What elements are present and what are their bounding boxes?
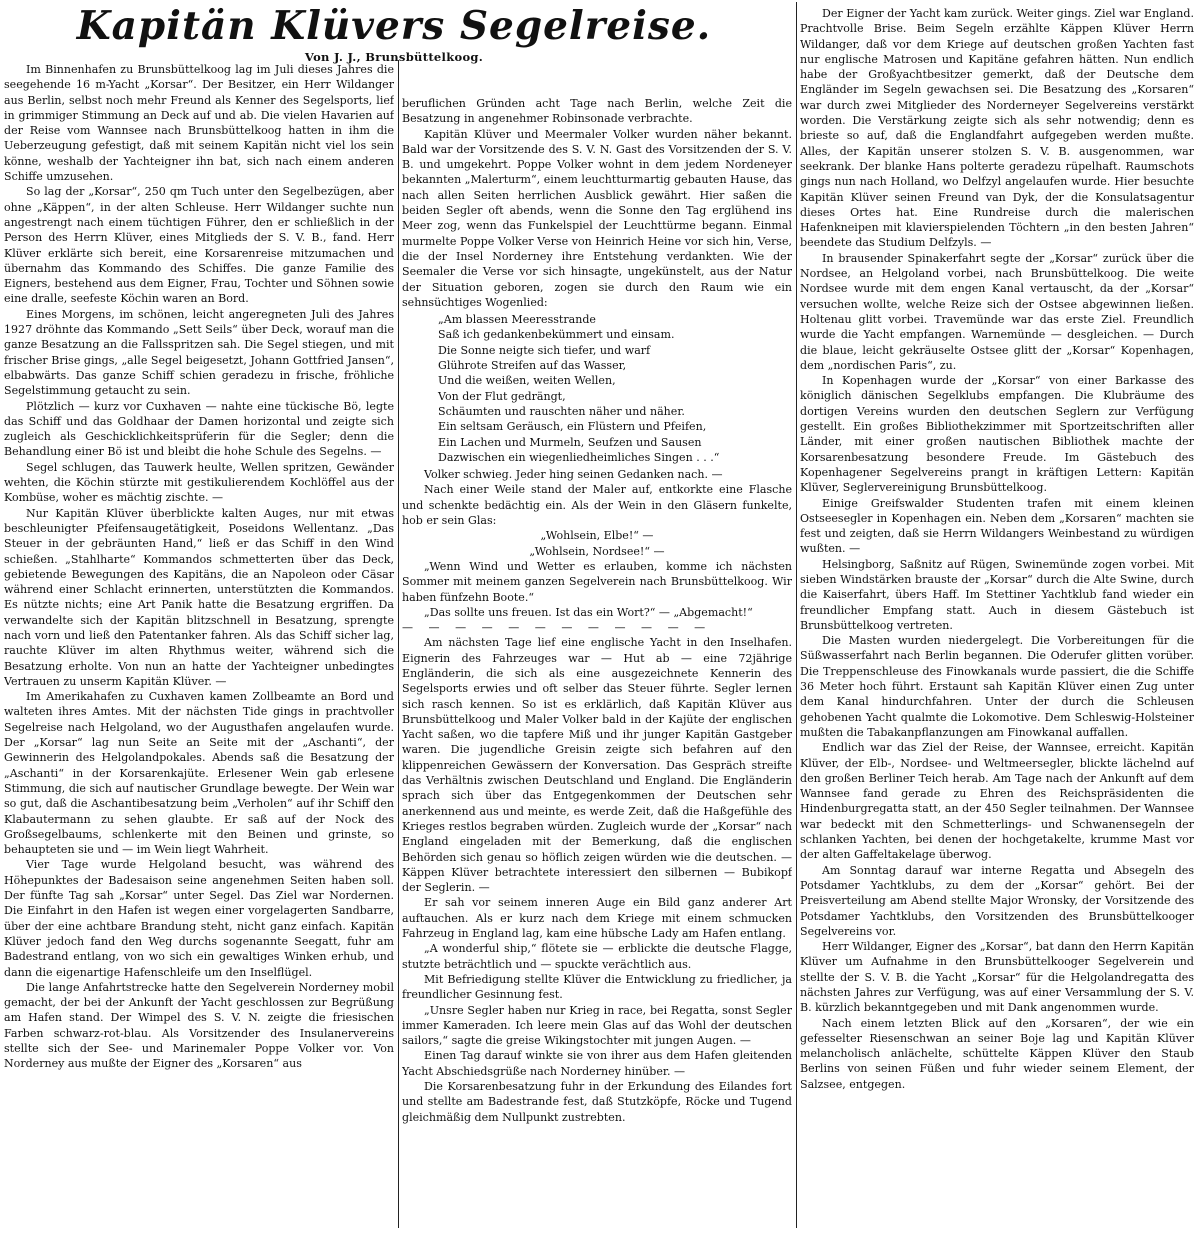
paragraph: „Unsre Segler haben nur Krieg in race, bei Regatta, sonst Segler immer Kameraden. Ich leere mein Glas auf das Wohl der deutschen sailors,“ sagte die greise Wikingstochter mit jungen Augen. — [402, 1003, 792, 1048]
paragraph: „Das sollte uns freuen. Ist das ein Wort?“ — „Abgemacht!“ [424, 605, 753, 619]
paragraph: Nur Kapitän Klüver überblickte kalten Auges, nur mit etwas beschleunigter Pfeifensaugetätigkeit, Poseidons Wellentanz. „Das Steuer in der gebräunten Hand,“ ließ er das Schiff in den Wind schießen. „Stahlharte“ Kommandos schmetterten über das Deck, gebietende Bewegungen des Kapitäns, die an Napoleon oder Cäsar während einer Schlacht erinnerten, unterstützten die Kommandos. Es nützte nichts; eine Art Panik hatte die Besatzung ergriffen. Da verwandelte sich der Kapitän blitzschnell in Besatzung, sprengte nach vorn und ließ den Patentanker fahren. Als das Schiff sicher lag, rauchte Klüver im alten Rhythmus weiter, während sich die Besatzung erholte. Von nun an hatte der Yachteigner unbedingtes Vertrauen zu unserm Kapitän Klüver. — [4, 506, 394, 688]
poem-line: Von der Flut gedrängt, [438, 389, 566, 403]
poem-line: Ein seltsam Geräusch, ein Flüstern und Pfeifen, [438, 420, 707, 434]
section-dash-separator: — — — — — — — — — — — — [402, 621, 712, 635]
poem [438, 312, 792, 465]
column-divider [398, 60, 399, 1228]
paragraph: In brausender Spinakerfahrt segte der „Korsar“ zurück über die Nordsee, an Helgoland vorbei, nach Brunsbüttelkoog. Die weite Nordsee wurde mit dem engen Kanal vertauscht, da der „Korsar“ versuchen wollte, welche Reize sich der Ostsee abgewinnen ließen. Holtenau glitt vorbei. Travemünde war das erste Ziel. Freundlich wurde die Yacht empfangen. Warnemünde — desgleichen. — Durch die blaue, leicht gekräuselte Ostsee glitt der „Korsar“ Kopenhagen, dem „nordischen Paris“, zu. [800, 251, 1194, 372]
poem-line: Dazwischen ein wiegenliedheimliches Singen . . .“ [438, 450, 720, 464]
paragraph: Nach einer Weile stand der Maler auf, entkorkte eine Flasche und schenkte bedächtig ein. Als der Wein in den Gläsern funkelte, hob er sein Glas: [402, 483, 792, 528]
paragraph: In Kopenhagen wurde der „Korsar“ von einer Barkasse des königlich dänischen Segelklubs empfangen. Die Klubräume des dortigen Vereins wurden den deutschen Seglern zur Verfügung gestellt. Ein großes Bibliothekzimmer mit Sportzeitschriften aller Länder, mit einer großen nautischen Bibliothek machte der Korsarenbesatzung besondere Freude. Im Gästebuch des Kopenhagener Segelvereins prangt in kräftigen Lettern: Kapitän Klüver, Seglervereinigung Brunsbüttelkoog. [800, 374, 1194, 495]
poem-line: Saß ich gedankenbekümmert und einsam. [438, 328, 675, 342]
paragraph: Die Masten wurden niedergelegt. Die Vorbereitungen für die Süßwasserfahrt nach Berlin begannen. Die Oderufer glitten vorüber. Die Treppenschleuse des Finowkanals wurde passiert, die die Schiffe 36 Meter hoch führt. Erstaunt sah Kapitän Klüver einen Zug unter dem Kanal hindurchfahren. Unter der durch die Schleusen gehobenen Yacht qualmte die Lokomotive. Dem Schleswig-Holsteiner mußten die Tabakanpflanzungen am Finowkanal auffallen. [800, 634, 1194, 739]
paragraph: Vier Tage wurde Helgoland besucht, was während des Höhepunktes der Badesaison seine angenehmen Seiten haben soll. Der fünfte Tag sah „Korsar“ unter Segel. Das Ziel war Nordernen. Die Einfahrt in den Hafen ist wegen einer vorgelagerten Sandbarre, über der eine achtbare Brandung steht, nicht ganz einfach. Kapitän Klüver jedoch fand den Weg durchs sogenannte Seegatt, fuhr am Badestrand entlang, von wo sich ein gewaltiges Winken erhub, und dann die eigenartige Hafenschleife um den Inselflügel. [4, 858, 394, 979]
paragraph: Nach einem letzten Blick auf den „Korsaren“, der wie ein gefesselter Riesenschwan an seiner Boje lag und Kapitän Klüver melancholisch anlächelte, schüttelte Käppen Klüver den Staub Berlins von seinen Füßen und fuhr wieder seinem Element, der Salzsee, entgegen. [800, 1016, 1194, 1091]
poem-line: Glührote Streifen auf das Wasser, [438, 359, 627, 373]
poem-line: Und die weißen, weiten Wellen, [438, 374, 616, 388]
paragraph: „A wonderful ship,“ flötete sie — erblickte die deutsche Flagge, stutzte beträchtlich und — spuckte verächtlich aus. [402, 942, 792, 971]
paragraph: Segel schlugen, das Tauwerk heulte, Wellen spritzen, Gewänder wehten, die Köchin stürzte mit gestikulierendem Kochlöffel aus der Kombüse, woher es mächtig zischte. — [4, 460, 394, 505]
paragraph: Im Binnenhafen zu Brunsbüttelkoog lag im Juli dieses Jahres die seegehende 16 m-Yacht „Korsar“. Der Besitzer, ein Herr Wildanger aus Berlin, selbst noch mehr Freund als Kenner des Segelsports, lief in grimmiger Stimmung an Deck auf und ab. Die vielen Havarien auf der Reise vom Wannsee nach Brunsbüttelkoog hatten in ihm die Ueberzeugung gefestigt, daß mit seinem Kapitän nicht viel los sein könne, weshalb der Yachteigner ihn bat, sich nach einem anderen Schiffe umzusehen. [4, 63, 394, 184]
text-column-2 [402, 96, 792, 1228]
paragraph: Helsingborg, Saßnitz auf Rügen, Swinemünde zogen vorbei. Mit sieben Windstärken brauste der „Korsar“ durch die Alte Swine, durch die Kaiserfahrt, übers Haff. Im Stettiner Yachtklub fand wieder ein freundlicher Empfang statt. Auch in diesem Gästebuch ist Brunsbüttelkoog vertreten. [800, 557, 1194, 632]
paragraph: Am Sonntag darauf war interne Regatta und Absegeln des Potsdamer Yachtklubs, zu dem der „Korsar“ gehört. Bei der Preisverteilung am Abend stellte Major Wronsky, der Vorsitzende des Potsdamer Yachtklubs, den Vorsitzenden des Brunsbüttelkooger Segelvereins vor. [800, 863, 1194, 938]
column-divider [796, 2, 797, 1228]
paragraph: beruflichen Gründen acht Tage nach Berlin, welche Zeit die Besatzung in angenehmer Robinsonade verbrachte. [402, 97, 792, 126]
paragraph: Einen Tag darauf winkte sie von ihrer aus dem Hafen gleitenden Yacht Abschiedsgrüße nach Norderney hinüber. — [402, 1049, 792, 1078]
paragraph: Die lange Anfahrtstrecke hatte den Segelverein Norderney mobil gemacht, der bei der Ankunft der Yacht geschlossen zur Begrüßung am Hafen stand. Der Wimpel des S. V. N. zeigte die friesischen Farben schwarz-rot-blau. Als Vorsitzender des Insulanervereins stellte sich der See- und Marinemaler Poppe Volker vor. Von Norderney aus mußte der Eigner des „Korsaren“ aus [4, 980, 394, 1071]
poem-line: Schäumten und rauschten näher und näher. [438, 404, 685, 418]
paragraph: Der Eigner der Yacht kam zurück. Weiter gings. Ziel war England. Prachtvolle Brise. Beim Segeln erzählte Käppen Klüver Herrn Wildanger, daß vor dem Kriege auf deutschen großen Yachten fast nur englische Matrosen und Kapitäne gefahren hätten. Nun endlich habe der Großyachtbesitzer gemerkt, daß der Deutsche dem Engländer im Segeln gewachsen sei. Die Besatzung des „Korsaren“ war durch zwei Mitglieder des Norderneyer Segelvereins verstärkt worden. Die Verstärkung zeigte sich als sehr notwendig; denn es brieste so auf, daß die Englandfahrt aufgegeben werden mußte. Alles, der Kapitän unserer stolzen S. V. B. ausgenommen, war seekrank. Der blanke Hans polterte geradezu rüpelhaft. Raumschots gings nun nach Holland, wo Delfzyl angelaufen wurde. Hier besuchte Kapitän Klüver seinen Freund van Dyk, der die Konsulatsagentur dieses Ortes hat. Eine Rundreise durch die malerischen Hafenkneipen mit klavierspielenden Töchtern „in den besten Jahren“ beendete das Studium Delfzyls. — [800, 7, 1194, 250]
text-column-1 [4, 62, 394, 1228]
article-header [4, 0, 784, 64]
paragraph: So lag der „Korsar“, 250 qm Tuch unter den Segelbezügen, aber ohne „Käppen“, in der alten Schleuse. Herr Wildanger suchte nun angestrengt nach einem tüchtigen Führer, den er schließlich in der Person des Herrn Klüver, eines Mitglieds der S. V. B., fand. Herr Klüver erklärte sich bereit, eine Korsarenreise mitzumachen und übernahm das Kommando des Schiffes. Die ganze Familie des Eigners, bestehend aus dem Eigner, Frau, Tochter und Söhnen sowie eine dralle, seefeste Köchin waren an Bord. [4, 185, 394, 306]
paragraph: Die Korsarenbesatzung fuhr in der Erkundung des Eilandes fort und stellte am Badestrande fest, daß Stutzköpfe, Röcke und Tugend gleichmäßig dem Nullpunkt zustrebten. [402, 1080, 792, 1124]
paragraph: Plötzlich — kurz vor Cuxhaven — nahte eine tückische Bö, legte das Schiff und das Goldhaar der Damen horizontal und zeigte sich zugleich als Geschicklichkeitsprüferin für die Segler; denn die Behandlung einer Bö ist und bleibt die hohe Schule des Segelns. — [4, 399, 394, 459]
paragraph: Volker schwieg. Jeder hing seinen Gedanken nach. — [424, 468, 723, 482]
paragraph: Mit Befriedigung stellte Klüver die Entwicklung zu friedlicher, ja freundlicher Gesinnung fest. [402, 972, 792, 1002]
paragraph: Kapitän Klüver und Meermaler Volker wurden näher bekannt. Bald war der Vorsitzende des S. V. N. Gast des Vorsitzenden der S. V. B. und umgekehrt. Poppe Volker wohnt in dem jedem Nordeneyer bekannten „Malerturm“, einem leuchtturmartig gebauten Hause, das nach allen Seiten herrlichen Ausblick gewährt. Hier saßen die beiden Segler oft abends, wenn die Sonne den Tag erglühend ins Meer zog, wenn das Funkelspiel der Leuchttürme begann. Einmal murmelte Poppe Volker Verse von Heinrich Heine vor sich hin, Verse, die der Insel Norderney ihre Entstehung verdankten. Wie der Seemaler die Verse vor sich hinsagte, ungekünstelt, aus der Natur der Situation geboren, zogen sie durch den Raum wie ein sehnsüchtiges Wogenlied: [402, 127, 792, 309]
poem-line: Die Sonne neigte sich tiefer, und warf [438, 343, 651, 357]
poem-line: „Am blassen Meeresstrande [438, 313, 596, 327]
article-byline: Von J. J., Brunsbüttelkoog. [304, 50, 484, 64]
paragraph: Herr Wildanger, Eigner des „Korsar“, bat dann den Herrn Kapitän Klüver um Aufnahme in den Brunsbüttelkooger Segelverein und stellte der S. V. B. die Yacht „Korsar“ für die Helgolandregatta des nächsten Jahres zur Verfügung, was auf einer Versammlung der S. V. B. kürzlich bekanntgegeben und mit Dank angenommen wurde. [800, 940, 1194, 1015]
paragraph: Endlich war das Ziel der Reise, der Wannsee, erreicht. Kapitän Klüver, der Elb-, Nordsee- und Weltmeersegler, blickte lächelnd auf den großen Berliner Teich herab. Am Tage nach der Ankunft auf dem Wannsee fand gerade zu Ehren des Reichspräsidenten die Hindenburgregatta statt, an der 450 Segler teilnahmen. Der Wannsee war bedeckt mit den Schmetterlings- und Schwanensegeln der schlanken Yachten, bei denen der hochgetakelte, krumme Mast vor der alten Gaffeltakelage überwog. [800, 741, 1194, 862]
paragraph: Einige Greifswalder Studenten trafen mit einem kleinen Ostseesegler in Kopenhagen ein. Neben dem „Korsaren“ machten sie fest und zeigten, daß sie Herrn Wildangers Weinbestand zu würdigen wußten. — [800, 496, 1194, 556]
article-title: Kapitän Klüvers Segelreise. [76, 3, 712, 49]
paragraph: Eines Morgens, im schönen, leicht angeregneten Juli des Jahres 1927 dröhnte das Kommando „Sett Seils“ über Deck, worauf man die ganze Besatzung an die Fallsspritzen sah. Die Segel stiegen, und mit frischer Brise gings, „alle Segel beigesetzt, Johann Gottfried Jansen“, elbabwärts. Das ganze Schiff schien geradezu in frische, fröhliche Segelstimmung getaucht zu sein. [4, 307, 394, 398]
paragraph: Er sah vor seinem inneren Auge ein Bild ganz anderer Art auftauchen. Als er kurz nach dem Kriege mit einem schmucken Fahrzeug in England lag, kam eine hübsche Lady am Hafen entlang. [402, 896, 792, 941]
paragraph: Am nächsten Tage lief eine englische Yacht in den Inselhafen. Eignerin des Fahrzeuges war — Hut ab — eine 72jährige Engländerin, die sich als eine ausgezeichnete Kennerin des Segelsports erwies und oft selber das Steuer führte. Segler lernen sich rasch kennen. So ist es erklärlich, daß Kapitän Klüver aus Brunsbüttelkoog und Maler Volker bald in der Kajüte der englischen Yacht saßen, wo die tapfere Miß und ihr junger Kapitän Gastgeber waren. Die jugendliche Greisin zeigte sich befahren auf den klippenreichen Gewässern der Konversation. Das Gespräch streifte das Verhältnis zwischen Deutschland und England. Die Engländerin sprach sich über das Entgegenkommen der Deutschen sehr anerkennend aus und meinte, es werde Zeit, daß die Haßgefühle des Krieges restlos begraben würden. Zugleich wurde der „Korsar“ nach England eingeladen mit der Bemerkung, daß die englischen Behörden sich genau so höflich zeigen würden wie die deutschen. — Käppen Klüver betrachtete interessiert den silbernen — Bubikopf der Seglerin. — [402, 636, 792, 895]
toast-line: „Wohlsein, Elbe!“ — [540, 529, 654, 543]
text-column-3 [800, 6, 1194, 1228]
poem-line: Ein Lachen und Murmeln, Seufzen und Sausen [438, 435, 702, 449]
toast-line: „Wohlsein, Nordsee!“ — [529, 544, 665, 558]
paragraph: „Wenn Wind und Wetter es erlauben, komme ich nächsten Sommer mit meinem ganzen Segelverein nach Brunsbüttelkoog. Wir haben fünfzehn Boote.“ [402, 559, 792, 604]
paragraph: Im Amerikahafen zu Cuxhaven kamen Zollbeamte an Bord und walteten ihres Amtes. Mit der nächsten Tide gings in prachtvoller Segelreise nach Helgoland, wo der Augusthafen angelaufen wurde. Der „Korsar“ lag nun Seite an Seite mit der „Aschanti“, der Gewinnerin des Helgolandpokales. Abends saß die Besatzung der „Aschanti“ in der Korsarenkajüte. Erlesener Wein gab erlesene Stimmung, die sich auf nautischer Grundlage bewegte. Der Wein war so gut, daß die Aschantibesatzung beim „Verholen“ auf ihr Schiff den Klabautermann zu sehen glaubte. Er saß auf der Nock des Großsegelbaums, schlenkerte mit den Beinen und grinste, so behaupteten sie und — im Wein liegt Wahrheit. [4, 690, 394, 857]
